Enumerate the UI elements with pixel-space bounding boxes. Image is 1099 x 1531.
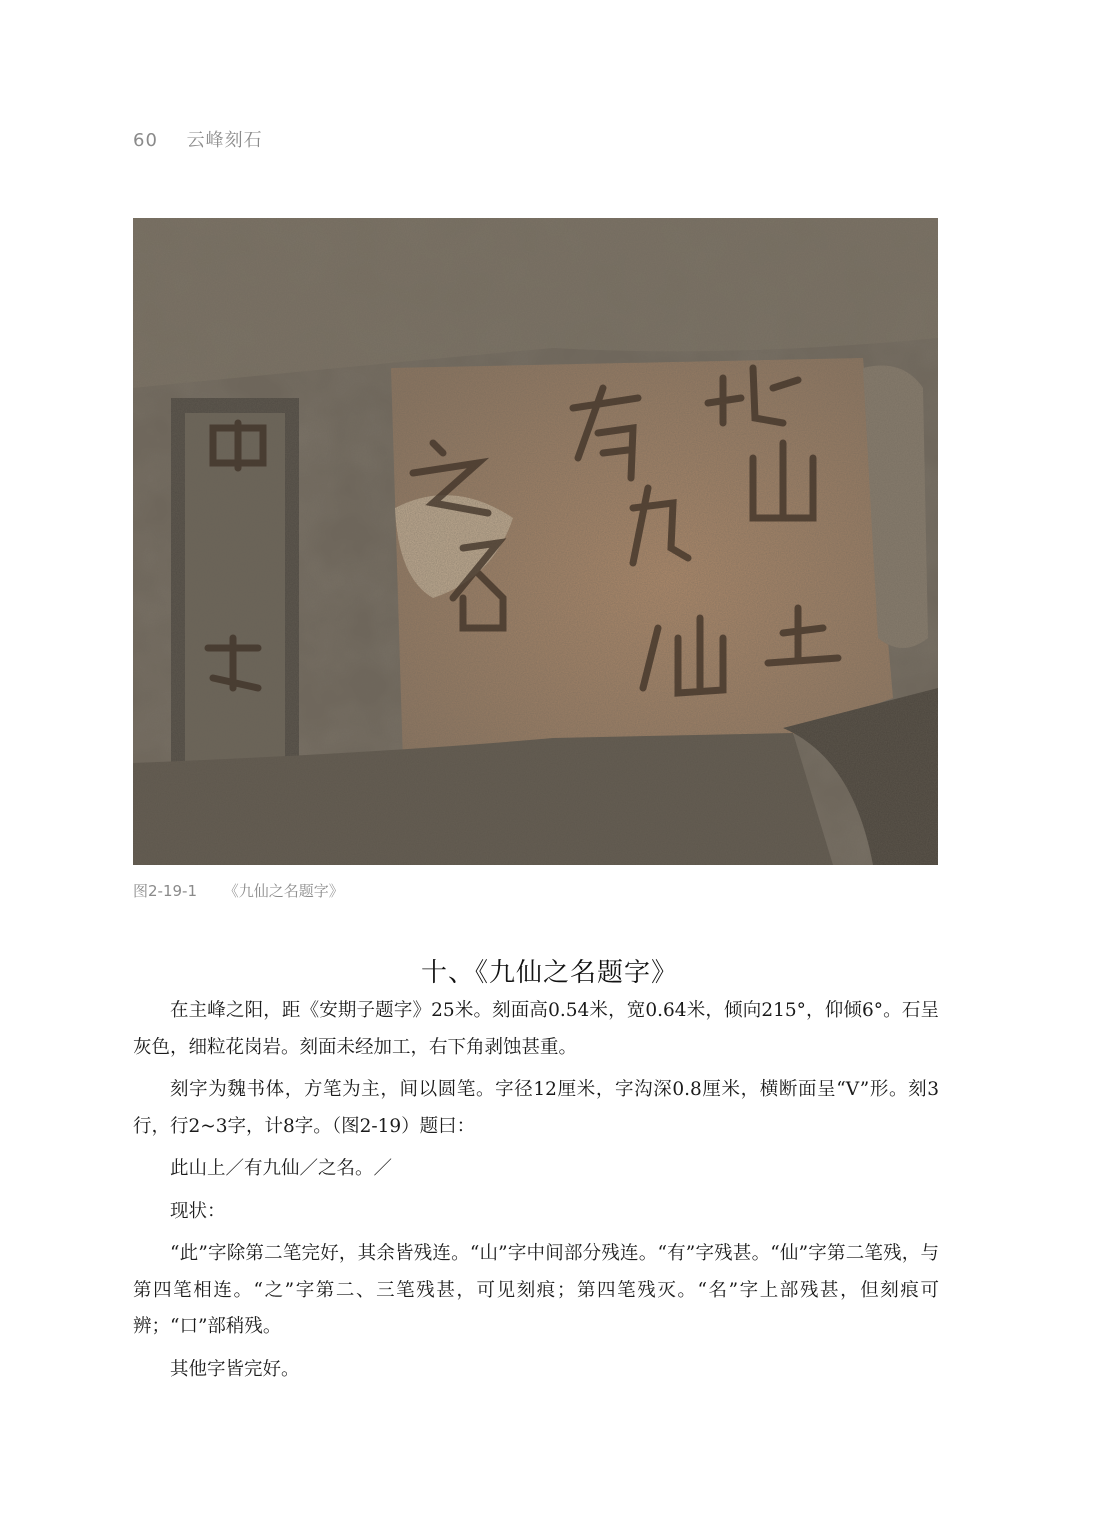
paragraph-location: 在主峰之阳，距《安期子题字》25米。刻面高0.54米，宽0.64米，倾向215°，仰倾6°。石呈灰色，细粒花岗岩。刻面未经加工，右下角剥蚀甚重。 <box>133 1000 939 1058</box>
figure-number: 图2-19-1 <box>133 882 197 900</box>
section-title: 十、《九仙之名题字》 <box>420 958 678 988</box>
book-title: 云峰刻石 <box>186 130 263 151</box>
paragraph-status-other: 其他字皆完好。 <box>170 1358 300 1380</box>
figure-caption <box>133 880 344 901</box>
body-text <box>133 993 939 1394</box>
paragraph-inscription-style: 刻字为魏书体，方笔为主，间以圆笔。字径12厘米，字沟深0.8厘米，横断面呈“V”形。刻3行，行2~3字，计8字。（图2-19）题曰： <box>133 1079 939 1137</box>
running-head <box>133 126 263 152</box>
paragraph-status-heading: 现状： <box>170 1200 226 1222</box>
page-number: 60 <box>133 130 158 151</box>
paragraph-status-detail: “此”字除第二笔完好，其余皆残连。“山”字中间部分残连。“有”字残甚。“仙”字第二笔残，与第四笔相连。“之”字第二、三笔残甚，可见刻痕；第四笔残灭。“名”字上部残甚，但刻痕可辨；“口”部稍残。 <box>133 1243 939 1337</box>
paragraph-inscription-text: 此山上／有九仙／之名。／ <box>170 1158 393 1179</box>
rock-inscription-photo <box>133 218 938 865</box>
figure-title: 《九仙之名题字》 <box>223 882 344 900</box>
